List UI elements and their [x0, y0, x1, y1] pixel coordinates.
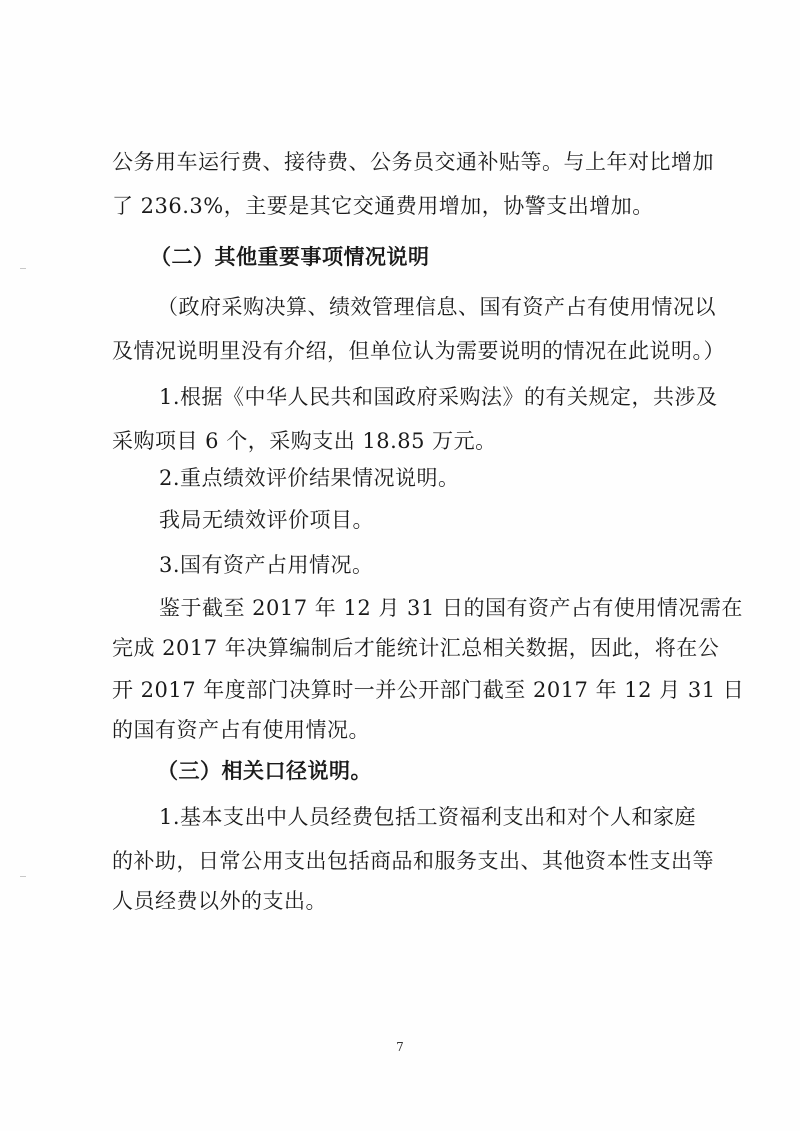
paragraph-line: 采购项目 6 个，采购支出 18.85 万元。 [112, 429, 497, 453]
section-heading-definitions: （三）相关口径说明。 [157, 758, 372, 783]
page-number: 7 [396, 1040, 404, 1054]
paragraph-line: 了 236.3%，主要是其它交通费用增加，协警支出增加。 [112, 194, 654, 218]
paragraph-line: 1.根据《中华人民共和国政府采购法》的有关规定，共涉及 [159, 385, 718, 409]
paragraph-line: 人员经费以外的支出。 [112, 889, 327, 913]
paragraph-line: 的补助，日常公用支出包括商品和服务支出、其他资本性支出等 [112, 849, 714, 873]
paragraph-line: 开 2017 年度部门决算时一并公开部门截至 2017 年 12 月 31 日 [112, 678, 745, 702]
section-heading-other-matters: （二）其他重要事项情况说明 [150, 244, 430, 269]
paragraph-line: （政府采购决算、绩效管理信息、国有资产占有使用情况以 [157, 295, 716, 319]
paragraph-line: 公务用车运行费、接待费、公务员交通补贴等。与上年对比增加 [112, 150, 714, 174]
paragraph-line: 及情况说明里没有介绍，但单位认为需要说明的情况在此说明。） [112, 339, 725, 363]
scan-mark [20, 268, 26, 269]
paragraph-line: 1.基本支出中人员经费包括工资福利支出和对个人和家庭 [159, 805, 697, 829]
paragraph-line: 的国有资产占有使用情况。 [112, 718, 370, 742]
paragraph-line: 鉴于截至 2017 年 12 月 31 日的国有资产占有使用情况需在 [159, 596, 743, 620]
paragraph-line: 3.国有资产占用情况。 [159, 553, 374, 577]
paragraph-line: 2.重点绩效评价结果情况说明。 [159, 466, 460, 490]
paragraph-line: 完成 2017 年决算编制后才能统计汇总相关数据，因此，将在公 [112, 636, 720, 660]
scan-mark [20, 876, 26, 877]
paragraph-line: 我局无绩效评价项目。 [159, 508, 374, 532]
